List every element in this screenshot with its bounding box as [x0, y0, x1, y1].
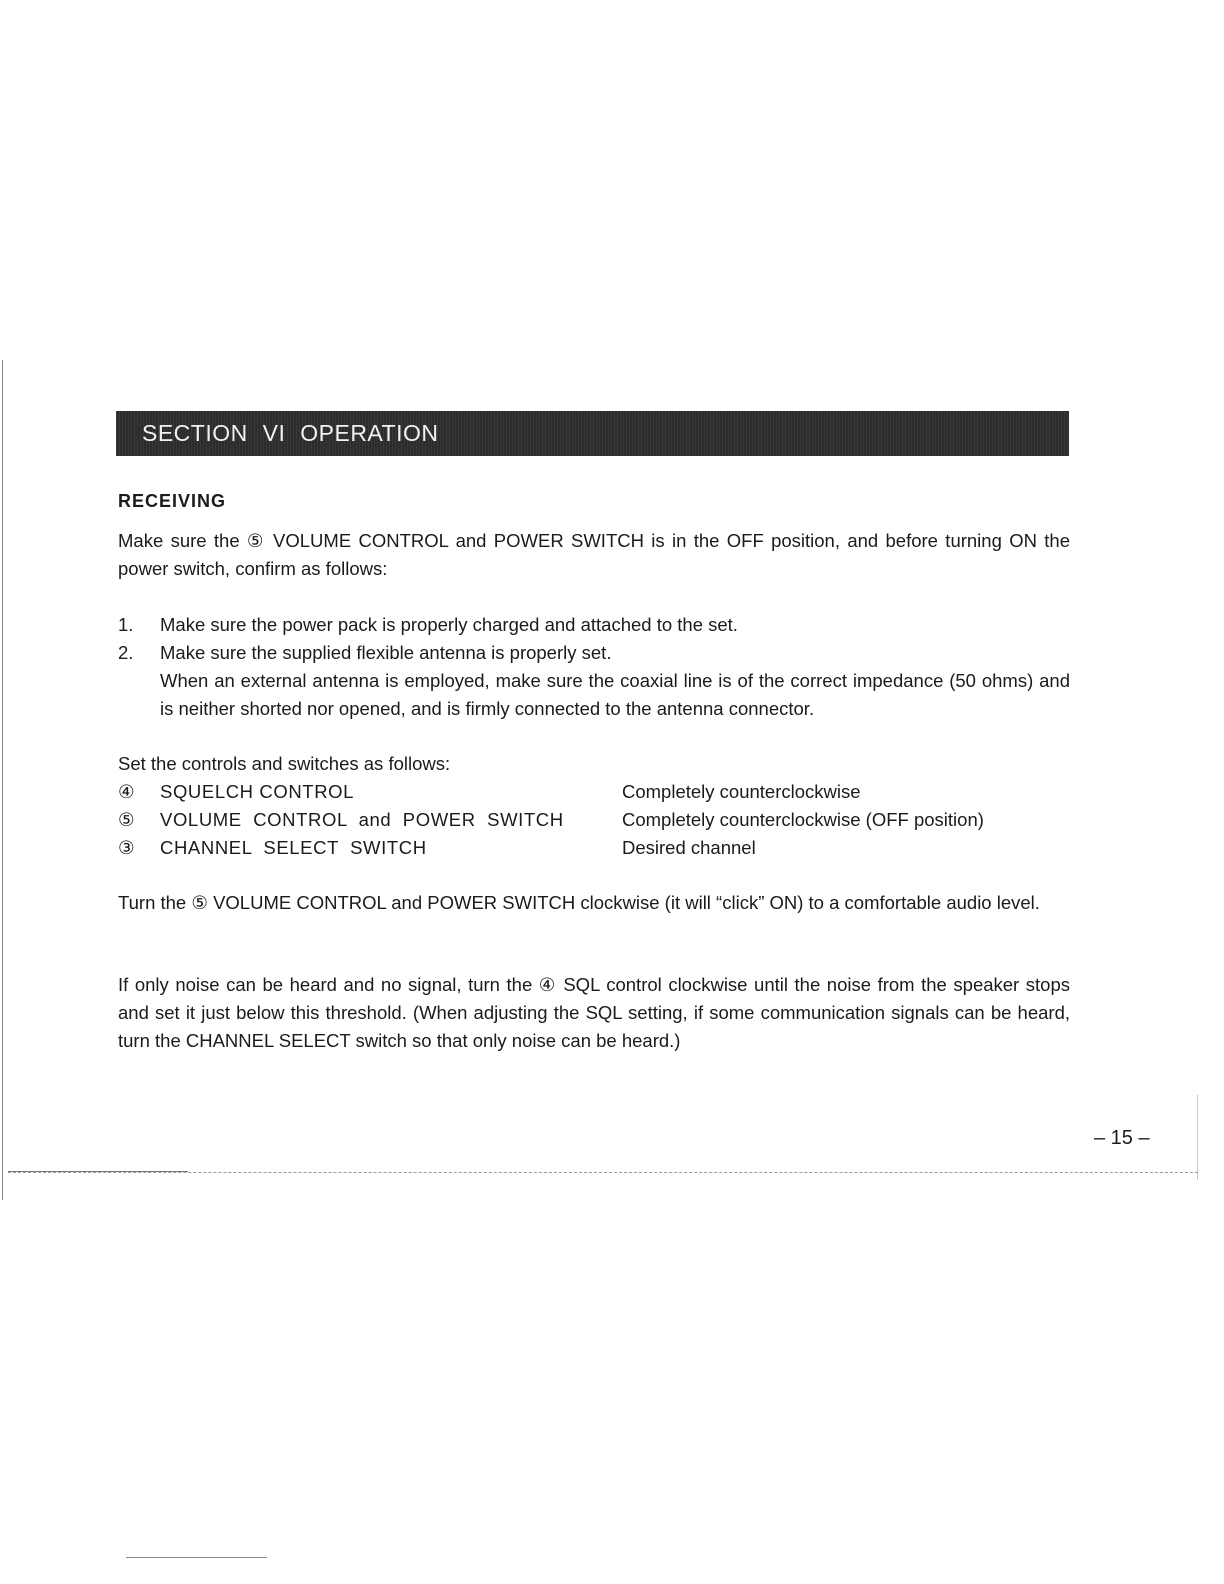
control-name: VOLUME CONTROL and POWER SWITCH [160, 809, 564, 830]
list-continuation: When an external antenna is employed, make sure the coaxial line is of the correct impedance (50 ohms) and is neither shorted nor opened, and is firmly connected to the antenna connector. [160, 670, 1070, 719]
controls-intro: Set the controls and switches as follows: [118, 753, 451, 774]
bottom-rule [8, 1172, 1198, 1173]
footer-line [126, 1557, 267, 1558]
intro-paragraph: Make sure the ⑤ VOLUME CONTROL and POWER SWITCH is in the OFF position, and before turning ON the power switch, confirm as follows: [118, 530, 1070, 579]
squelch-paragraph: If only noise can be heard and no signal, turn the ④ SQL control clockwise until the noise from the speaker stops and set it just below this threshold. (When adjusting the SQL setting, if some communication signals can be heard, turn the CHANNEL SELECT switch so that only noise can be heard.) [118, 974, 1070, 1051]
section-banner [116, 411, 1069, 456]
list-text: Make sure the supplied flexible antenna is properly set. [160, 642, 612, 663]
turn-on-paragraph: Turn the ⑤ VOLUME CONTROL and POWER SWITCH clockwise (it will “click” ON) to a comfortable audio level. [118, 892, 1040, 913]
control-number: ⑤ [118, 809, 135, 830]
control-setting: Desired channel [622, 837, 756, 858]
control-setting: Completely counterclockwise (OFF position) [622, 809, 984, 830]
control-name: CHANNEL SELECT SWITCH [160, 837, 427, 858]
list-text: Make sure the power pack is properly charged and attached to the set. [160, 614, 738, 635]
control-setting: Completely counterclockwise [622, 781, 861, 802]
control-row [118, 778, 1070, 806]
control-number: ③ [118, 837, 135, 858]
control-name: SQUELCH CONTROL [160, 781, 355, 802]
list-number: 2. [118, 642, 134, 663]
control-row [118, 806, 1070, 834]
list-number: 1. [118, 614, 134, 635]
section-title: SECTION VI OPERATION [142, 420, 439, 446]
control-number: ④ [118, 781, 135, 802]
control-row [118, 834, 1070, 862]
page-number: – 15 – [1094, 1127, 1150, 1149]
bottom-rule-accent [8, 1171, 188, 1172]
page-edge-left [2, 360, 3, 1200]
heading-receiving: RECEIVING [118, 491, 227, 511]
page-edge-right [1197, 1095, 1198, 1180]
